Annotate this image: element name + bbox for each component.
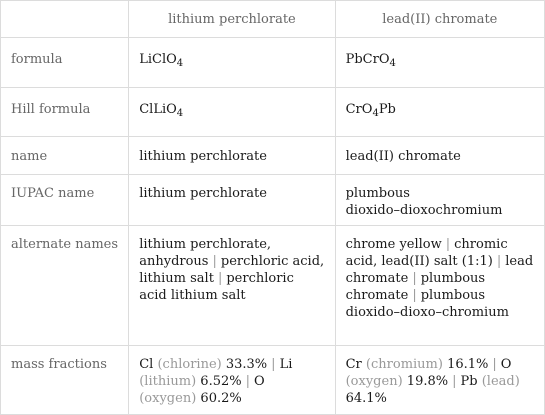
iupac-line: dioxido–dioxochromium xyxy=(345,203,503,218)
separator: | xyxy=(212,254,217,269)
mass-fractions-lead-chromate xyxy=(335,346,544,415)
element-name: (oxygen) xyxy=(139,391,197,406)
alternate-name: chrome yellow xyxy=(345,237,442,252)
row-label-alternate-names: alternate names xyxy=(1,226,129,346)
row-label-name: name xyxy=(1,137,129,175)
iupac-value-lithium-perchlorate: lithium perchlorate xyxy=(129,175,335,226)
alternate-names-lithium-perchlorate xyxy=(129,226,335,346)
mass-fraction-value: 6.52% xyxy=(200,374,242,389)
separator: | xyxy=(412,288,417,303)
element-symbol: Li xyxy=(279,357,293,372)
separator: | xyxy=(445,237,451,252)
element-symbol: O xyxy=(254,374,265,389)
formula-subscript: 4 xyxy=(176,108,184,119)
alternate-name: perchloric acid lithium salt xyxy=(139,271,294,303)
hill-formula-row xyxy=(1,88,545,137)
corner-cell xyxy=(1,1,129,38)
name-row xyxy=(1,137,545,175)
separator: | xyxy=(452,374,457,389)
formula-main: CrO xyxy=(345,102,373,117)
row-label-iupac-name: IUPAC name xyxy=(1,175,129,226)
alternate-name: lithium perchlorate, anhydrous xyxy=(139,237,272,269)
formula-value-lithium-perchlorate xyxy=(129,38,335,88)
alternate-name: plumbous chromate xyxy=(345,271,486,303)
element-symbol: O xyxy=(500,357,512,372)
element-name: (lead) xyxy=(481,374,520,389)
formula-value-lead-chromate xyxy=(335,38,544,88)
header-row xyxy=(1,1,545,38)
name-value-lead-chromate: lead(II) chromate xyxy=(335,137,544,175)
formula-subscript: 4 xyxy=(372,108,379,119)
alternate-names-row xyxy=(1,226,545,346)
element-name: (chlorine) xyxy=(157,357,222,372)
formula-subscript: 4 xyxy=(176,58,184,69)
formula-tail: Pb xyxy=(378,102,396,117)
row-label-hill-formula: Hill formula xyxy=(1,88,129,137)
hill-formula-value-lead-chromate xyxy=(335,88,544,137)
alternate-name: plumbous dioxido–dioxo–chromium xyxy=(345,288,509,320)
formula-main: PbCrO xyxy=(345,52,390,67)
alternate-names-lead-chromate xyxy=(335,226,544,346)
row-label-mass-fractions: mass fractions xyxy=(1,346,129,415)
mass-fraction-value: 60.2% xyxy=(200,391,242,406)
element-name: (oxygen) xyxy=(345,374,403,389)
alternate-name: perchloric acid, lithium salt xyxy=(139,254,325,286)
formula-main: ClLiO xyxy=(139,102,177,117)
column-header-lithium-perchlorate: lithium perchlorate xyxy=(129,1,335,38)
row-label-formula: formula xyxy=(1,38,129,88)
element-name: (chromium) xyxy=(365,357,443,372)
mass-fractions-row xyxy=(1,346,545,415)
formula-row xyxy=(1,38,545,88)
hill-formula-value-lithium-perchlorate xyxy=(129,88,335,137)
element-symbol: Pb xyxy=(460,374,478,389)
separator: | xyxy=(412,271,417,286)
column-header-lead-chromate: lead(II) chromate xyxy=(335,1,544,38)
element-name: (lithium) xyxy=(139,374,197,389)
mass-fractions-lithium-perchlorate xyxy=(129,346,335,415)
mass-fraction-value: 19.8% xyxy=(406,374,449,389)
element-symbol: Cl xyxy=(139,357,154,372)
separator: | xyxy=(492,357,497,372)
name-value-lithium-perchlorate: lithium perchlorate xyxy=(129,137,335,175)
separator: | xyxy=(496,254,502,269)
iupac-name-row xyxy=(1,175,545,226)
mass-fraction-value: 64.1% xyxy=(345,391,387,406)
mass-fraction-value: 16.1% xyxy=(447,357,489,372)
element-symbol: Cr xyxy=(345,357,362,372)
iupac-line: plumbous xyxy=(345,186,410,201)
mass-fraction-value: 33.3% xyxy=(225,357,268,372)
iupac-value-lead-chromate xyxy=(335,175,544,226)
separator: | xyxy=(245,374,250,389)
formula-subscript: 4 xyxy=(389,58,396,69)
separator: | xyxy=(271,357,276,372)
alternate-name: chromic acid, lead(II) salt (1:1) xyxy=(345,237,508,269)
separator: | xyxy=(217,271,223,286)
alternate-name: lead chromate xyxy=(345,254,534,286)
formula-main: LiClO xyxy=(139,52,177,67)
